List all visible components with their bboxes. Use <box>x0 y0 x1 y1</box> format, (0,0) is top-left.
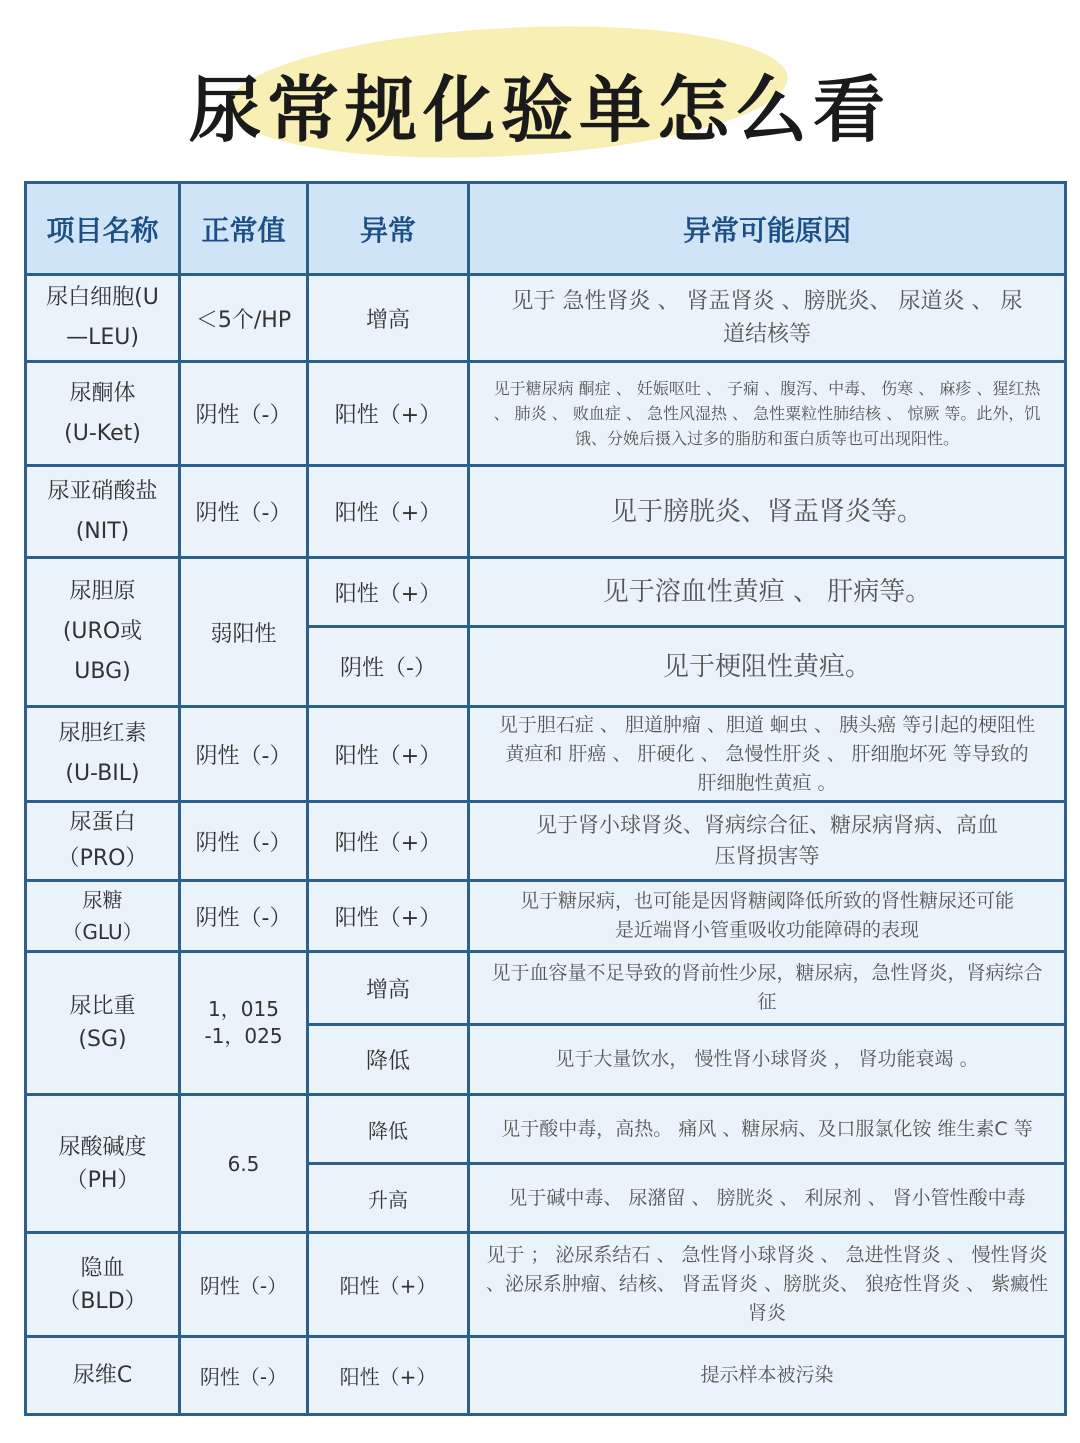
title-area <box>0 0 1080 175</box>
table-row <box>26 802 1066 881</box>
item-name-line: (NIT) <box>75 518 130 544</box>
abnormal-cell: 增高 <box>308 952 469 1025</box>
table-row <box>26 362 1066 466</box>
cause-cell: 见于酸中毒，高热。 痛风 、糖尿病、及口服氯化铵 维生素C 等 <box>469 1095 1066 1164</box>
item-name-line: （PH） <box>65 1167 140 1193</box>
header-normal-value: 正常值 <box>180 183 308 275</box>
item-name-cell <box>26 1337 180 1415</box>
cause-cell: 见于胆石症 、 胆道肿瘤 、胆道 蛔虫 、 胰头癌 等引起的梗阻性黄疸和 肝癌 、 肝硬化 、 急慢性肝炎 、 肝细胞坏死 等导致的 肝细胞性黄疸 。 <box>469 707 1066 802</box>
item-name-line: 尿胆红素 <box>58 721 147 746</box>
item-name-line: (U-Ket) <box>64 420 141 446</box>
item-name-line: 隐血 <box>80 1255 125 1281</box>
abnormal-cell: 阳性（+） <box>308 1233 469 1337</box>
item-name-line: (U-BIL) <box>65 761 140 786</box>
header-item-name: 项目名称 <box>26 183 180 275</box>
normal-value-cell: 阴性（-） <box>180 362 308 466</box>
item-name-cell <box>26 558 180 707</box>
cause-cell: 见于 急性肾炎 、 肾盂肾炎 、膀胱炎、 尿道炎 、 尿道结核等 <box>469 275 1066 362</box>
table-row <box>26 707 1066 802</box>
abnormal-cell: 阴性（-） <box>308 627 469 707</box>
normal-value-cell: 阴性（-） <box>180 1337 308 1415</box>
item-name-line: 尿白细胞(U <box>46 285 159 310</box>
item-name-line: （BLD） <box>58 1288 147 1314</box>
normal-value-cell: 6.5 <box>180 1095 308 1233</box>
item-name-cell <box>26 362 180 466</box>
header-abnormal: 异常 <box>308 183 469 275</box>
item-name-line: 尿比重 <box>69 994 136 1019</box>
item-name-cell <box>26 802 180 881</box>
table-row <box>26 881 1066 952</box>
abnormal-cell: 阳性（+） <box>308 802 469 881</box>
item-name-line: 尿亚硝酸盐 <box>47 478 158 504</box>
cause-cell: 见于膀胱炎、肾盂肾炎等。 <box>469 466 1066 558</box>
abnormal-cell: 阳性（+） <box>308 558 469 627</box>
normal-value-cell: ＜5个/HP <box>180 275 308 362</box>
item-name-cell <box>26 466 180 558</box>
item-name-cell <box>26 275 180 362</box>
table-row <box>26 558 1066 627</box>
abnormal-cell: 阳性（+） <box>308 707 469 802</box>
cause-cell: 见于血容量不足导致的肾前性少尿，糖尿病，急性肾炎，肾病综合征 <box>469 952 1066 1025</box>
normal-value-cell: 阴性（-） <box>180 466 308 558</box>
urinalysis-table <box>24 181 1067 1416</box>
item-name-line: （PRO） <box>57 846 148 871</box>
header-possible-causes: 异常可能原因 <box>469 183 1066 275</box>
abnormal-cell: 阳性（+） <box>308 466 469 558</box>
item-name-line: —LEU) <box>66 325 139 350</box>
normal-value-cell: 阴性（-） <box>180 1233 308 1337</box>
table-row <box>26 275 1066 362</box>
normal-value-cell: 阴性（-） <box>180 881 308 952</box>
cause-cell: 见于大量饮水， 慢性肾小球肾炎 ， 肾功能衰竭 。 <box>469 1025 1066 1095</box>
cause-cell: 见于溶血性黄疸 、 肝病等。 <box>469 558 1066 627</box>
item-name-line: （GLU） <box>62 920 143 944</box>
cause-cell: 见于糖尿病 酮症 、 妊娠呕吐 、 子痫 、腹泻、中毒、 伤寒 、 麻疹 、猩红热 、 肺炎 、 败血症 、 急性风湿热 、 急性粟粒性肺结核 、 惊厥 等。此外，饥饿、分娩后摄入过多的脂肪和蛋白质等也可出现阳性。 <box>469 362 1066 466</box>
item-name-line: UBG) <box>74 659 131 684</box>
cause-cell: 见于梗阻性黄疸。 <box>469 627 1066 707</box>
table-row <box>26 952 1066 1025</box>
item-name-line: (SG) <box>78 1027 127 1052</box>
table-row <box>26 1095 1066 1164</box>
abnormal-cell: 阳性（+） <box>308 1337 469 1415</box>
item-name-line: 尿酸碱度 <box>58 1134 147 1160</box>
item-name-line: 尿酮体 <box>69 380 136 406</box>
table-row <box>26 1233 1066 1337</box>
table-row <box>26 1337 1066 1415</box>
cause-cell: 提示样本被污染 <box>469 1337 1066 1415</box>
normal-value-cell: 阴性（-） <box>180 802 308 881</box>
normal-value-cell: 弱阳性 <box>180 558 308 707</box>
abnormal-cell: 降低 <box>308 1025 469 1095</box>
abnormal-cell: 升高 <box>308 1164 469 1233</box>
normal-value-cell: 1，015 -1，025 <box>180 952 308 1095</box>
cause-cell: 见于碱中毒、 尿潴留 、 膀胱炎 、 利尿剂 、 肾小管性酸中毒 <box>469 1164 1066 1233</box>
abnormal-cell: 降低 <box>308 1095 469 1164</box>
item-name-line: 尿糖 <box>82 888 123 912</box>
item-name-cell <box>26 881 180 952</box>
table-row <box>26 466 1066 558</box>
abnormal-cell: 阳性（+） <box>308 881 469 952</box>
cause-cell: 见于 ； 泌尿系结石 、 急性肾小球肾炎 、 急进性肾炎 、 慢性肾炎 、泌尿系肿瘤、结核、 肾盂肾炎 、膀胱炎、 狼疮性肾炎 、 紫癜性肾炎 <box>469 1233 1066 1337</box>
item-name-line: (URO或 <box>62 619 143 644</box>
cause-cell: 见于肾小球肾炎、肾病综合征、糖尿病肾病、高血压肾损害等 <box>469 802 1066 881</box>
item-name-cell <box>26 952 180 1095</box>
normal-value-cell: 阴性（-） <box>180 707 308 802</box>
cause-cell: 见于糖尿病，也可能是因肾糖阈降低所致的肾性糖尿还可能是近端肾小管重吸收功能障碍的表现 <box>469 881 1066 952</box>
page-title: 尿常规化验单怎么看 <box>188 68 891 152</box>
item-name-cell <box>26 1095 180 1233</box>
abnormal-cell: 增高 <box>308 275 469 362</box>
item-name-cell <box>26 1233 180 1337</box>
item-name-cell <box>26 707 180 802</box>
header-row <box>26 183 1066 275</box>
abnormal-cell: 阳性（+） <box>308 362 469 466</box>
item-name-line: 尿维C <box>72 1362 133 1388</box>
item-name-line: 尿胆原 <box>69 579 136 604</box>
item-name-line: 尿蛋白 <box>69 810 136 835</box>
